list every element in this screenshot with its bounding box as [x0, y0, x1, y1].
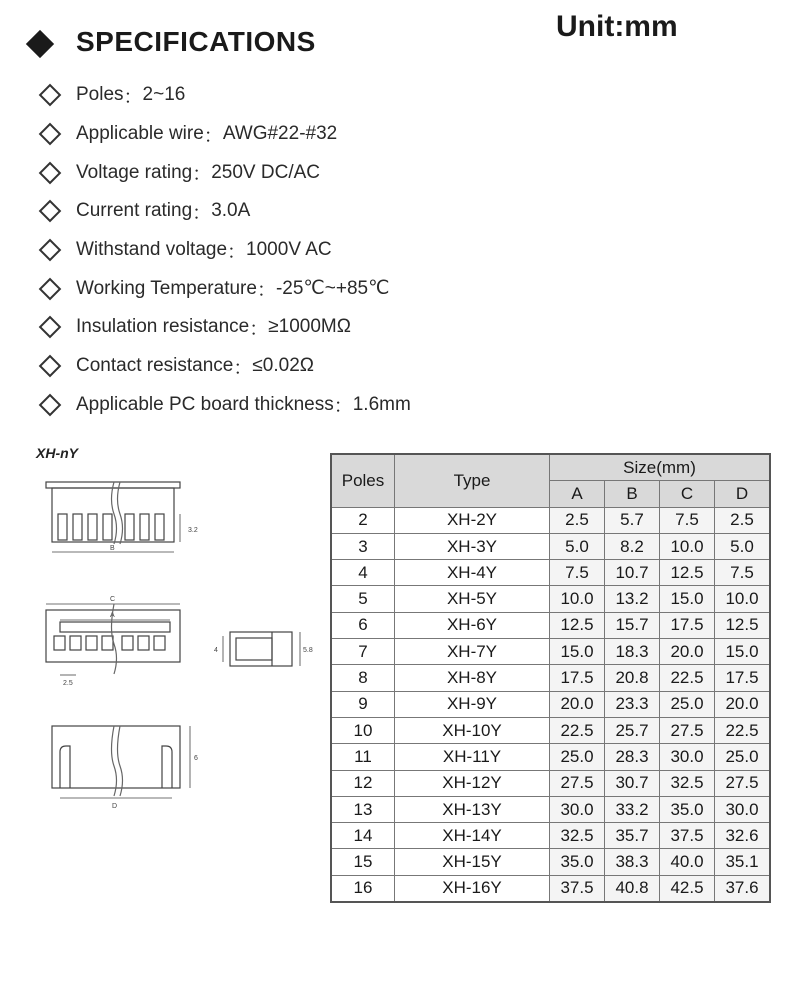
table-row [331, 691, 770, 717]
cell-d: 15.0 [715, 639, 771, 665]
table-row [331, 586, 770, 612]
header-size: Size(mm) [550, 454, 771, 481]
spec-separator: ： [227, 241, 247, 263]
size-table [330, 453, 771, 903]
bottom-view-drawing [52, 726, 198, 810]
cell-poles: 15 [331, 849, 395, 875]
cell-d: 30.0 [715, 796, 771, 822]
table-row [331, 717, 770, 743]
cell-d: 2.5 [715, 507, 771, 533]
cell-c: 30.0 [660, 744, 715, 770]
cell-a: 12.5 [550, 612, 605, 638]
spec-item [36, 269, 411, 308]
cell-type: XH-6Y [395, 612, 550, 638]
spec-item [36, 308, 411, 347]
cell-c: 17.5 [660, 612, 715, 638]
cell-d: 17.5 [715, 665, 771, 691]
side-view-drawing [214, 632, 313, 666]
spec-label: Voltage rating [76, 161, 193, 183]
spec-value: 2~16 [142, 84, 186, 106]
spec-value: -25℃~+85℃ [275, 278, 390, 300]
spec-value: 250V DC/AC [211, 161, 320, 183]
cell-poles: 12 [331, 770, 395, 796]
spec-value: 1000V AC [246, 239, 332, 261]
cell-c: 25.0 [660, 691, 715, 717]
cell-b: 28.3 [605, 744, 660, 770]
cell-b: 13.2 [605, 586, 660, 612]
cell-poles: 11 [331, 744, 395, 770]
table-row [331, 849, 770, 875]
spec-label: Insulation resistance [76, 316, 250, 338]
cell-c: 15.0 [660, 586, 715, 612]
cell-b: 38.3 [605, 849, 660, 875]
dim-label-side-h: 4 [214, 647, 218, 654]
cell-type: XH-7Y [395, 639, 550, 665]
cell-type: XH-4Y [395, 560, 550, 586]
cell-poles: 2 [331, 507, 395, 533]
cell-type: XH-13Y [395, 796, 550, 822]
connector-drawings [30, 470, 320, 830]
cell-poles: 4 [331, 560, 395, 586]
cell-d: 27.5 [715, 770, 771, 796]
cell-a: 15.0 [550, 639, 605, 665]
spec-separator: ： [333, 396, 353, 418]
spec-label: Poles [76, 84, 124, 106]
spec-label: Working Temperature [76, 277, 257, 299]
table-row [331, 507, 770, 533]
cell-type: XH-12Y [395, 770, 550, 796]
top-view-drawing [46, 482, 198, 552]
cell-a: 35.0 [550, 849, 605, 875]
spec-item [36, 231, 411, 270]
cell-d: 25.0 [715, 744, 771, 770]
header-d: D [715, 481, 771, 507]
header-b: B [605, 481, 660, 507]
dim-label-side-h2: 5.8 [303, 647, 313, 654]
cell-a: 5.0 [550, 533, 605, 559]
dim-label-d: D [112, 803, 118, 810]
cell-poles: 10 [331, 717, 395, 743]
cell-a: 17.5 [550, 665, 605, 691]
spec-label: Applicable wire [76, 123, 204, 145]
cell-d: 5.0 [715, 533, 771, 559]
table-row [331, 560, 770, 586]
spec-item [36, 76, 411, 115]
header-c: C [660, 481, 715, 507]
cell-b: 33.2 [605, 796, 660, 822]
table-row [331, 744, 770, 770]
spec-item [36, 347, 411, 386]
cell-c: 7.5 [660, 507, 715, 533]
table-row [331, 639, 770, 665]
spec-item [36, 386, 411, 425]
dim-label-pitch: 2.5 [63, 680, 73, 687]
spec-label: Applicable PC board thickness [76, 393, 334, 415]
cell-a: 27.5 [550, 770, 605, 796]
cell-poles: 5 [331, 586, 395, 612]
spec-label: Current rating [76, 200, 193, 222]
cell-type: XH-15Y [395, 849, 550, 875]
spec-value: ≥1000MΩ [268, 316, 351, 338]
cell-c: 20.0 [660, 639, 715, 665]
cell-d: 37.6 [715, 875, 771, 902]
cell-c: 10.0 [660, 533, 715, 559]
hollow-diamond-icon [39, 316, 62, 339]
cell-poles: 14 [331, 823, 395, 849]
spec-separator: ： [233, 357, 253, 379]
cell-type: XH-8Y [395, 665, 550, 691]
table-row [331, 533, 770, 559]
cell-a: 2.5 [550, 507, 605, 533]
cell-a: 7.5 [550, 560, 605, 586]
dim-label-height: 3.2 [188, 527, 198, 534]
spec-value: 3.0A [211, 200, 251, 222]
header-poles: Poles [331, 454, 395, 507]
front-view-drawing [46, 596, 180, 687]
table-row [331, 612, 770, 638]
hollow-diamond-icon [39, 200, 62, 223]
cell-c: 42.5 [660, 875, 715, 902]
cell-poles: 13 [331, 796, 395, 822]
cell-type: XH-16Y [395, 875, 550, 902]
spec-item [36, 115, 411, 154]
cell-b: 18.3 [605, 639, 660, 665]
spec-separator: ： [192, 202, 212, 224]
cell-b: 25.7 [605, 717, 660, 743]
hollow-diamond-icon [39, 277, 62, 300]
spec-list [36, 76, 411, 424]
cell-b: 20.8 [605, 665, 660, 691]
cell-a: 20.0 [550, 691, 605, 717]
cell-b: 8.2 [605, 533, 660, 559]
cell-poles: 6 [331, 612, 395, 638]
cell-poles: 7 [331, 639, 395, 665]
unit-label: Unit:mm [556, 10, 678, 43]
dim-label-a: A [110, 612, 115, 619]
cell-c: 27.5 [660, 717, 715, 743]
model-label: XH-nY [36, 445, 78, 461]
cell-a: 10.0 [550, 586, 605, 612]
terminal-cavities [54, 636, 165, 650]
spec-item [36, 153, 411, 192]
cell-d: 7.5 [715, 560, 771, 586]
spec-separator: ： [203, 125, 223, 147]
cell-b: 23.3 [605, 691, 660, 717]
spec-value: 1.6mm [352, 393, 411, 415]
page-title: SPECIFICATIONS [76, 26, 316, 57]
cell-d: 22.5 [715, 717, 771, 743]
hollow-diamond-icon [39, 161, 62, 184]
cell-c: 22.5 [660, 665, 715, 691]
cell-type: XH-11Y [395, 744, 550, 770]
cell-d: 32.6 [715, 823, 771, 849]
spec-separator: ： [256, 280, 276, 302]
spec-separator: ： [123, 86, 143, 108]
cell-a: 32.5 [550, 823, 605, 849]
cell-type: XH-14Y [395, 823, 550, 849]
header-type: Type [395, 454, 550, 507]
spec-separator: ： [249, 318, 269, 340]
hollow-diamond-icon [39, 394, 62, 417]
cell-c: 35.0 [660, 796, 715, 822]
spec-value: ≤0.02Ω [252, 355, 314, 377]
spec-value: AWG#22-#32 [222, 123, 338, 145]
cell-c: 40.0 [660, 849, 715, 875]
cell-a: 30.0 [550, 796, 605, 822]
cell-type: XH-10Y [395, 717, 550, 743]
cell-type: XH-2Y [395, 507, 550, 533]
hollow-diamond-icon [39, 84, 62, 107]
spec-label: Contact resistance [76, 355, 234, 377]
cell-a: 37.5 [550, 875, 605, 902]
spec-label: Withstand voltage [76, 239, 228, 261]
spec-separator: ： [192, 164, 212, 186]
cell-d: 35.1 [715, 849, 771, 875]
table-row [331, 875, 770, 902]
cell-d: 10.0 [715, 586, 771, 612]
cell-c: 37.5 [660, 823, 715, 849]
cell-d: 20.0 [715, 691, 771, 717]
hollow-diamond-icon [39, 355, 62, 378]
dim-label-e: 6 [194, 755, 198, 762]
hollow-diamond-icon [39, 239, 62, 262]
cell-b: 30.7 [605, 770, 660, 796]
table-row [331, 665, 770, 691]
cell-d: 12.5 [715, 612, 771, 638]
cell-a: 25.0 [550, 744, 605, 770]
cell-b: 15.7 [605, 612, 660, 638]
hollow-diamond-icon [39, 123, 62, 146]
cell-b: 10.7 [605, 560, 660, 586]
cell-b: 35.7 [605, 823, 660, 849]
table-row [331, 770, 770, 796]
cell-type: XH-9Y [395, 691, 550, 717]
cell-c: 32.5 [660, 770, 715, 796]
cell-type: XH-3Y [395, 533, 550, 559]
cell-b: 40.8 [605, 875, 660, 902]
diamond-bullet-icon [26, 30, 54, 58]
cell-c: 12.5 [660, 560, 715, 586]
table-row [331, 796, 770, 822]
dim-label-b: B [110, 545, 115, 552]
cell-poles: 9 [331, 691, 395, 717]
dim-label-c: C [110, 596, 116, 603]
cell-poles: 8 [331, 665, 395, 691]
cell-b: 5.7 [605, 507, 660, 533]
header-a: A [550, 481, 605, 507]
cell-type: XH-5Y [395, 586, 550, 612]
cell-poles: 3 [331, 533, 395, 559]
cell-poles: 16 [331, 875, 395, 902]
table-row [331, 823, 770, 849]
cell-a: 22.5 [550, 717, 605, 743]
spec-item [36, 192, 411, 231]
pin-slots [58, 514, 164, 540]
